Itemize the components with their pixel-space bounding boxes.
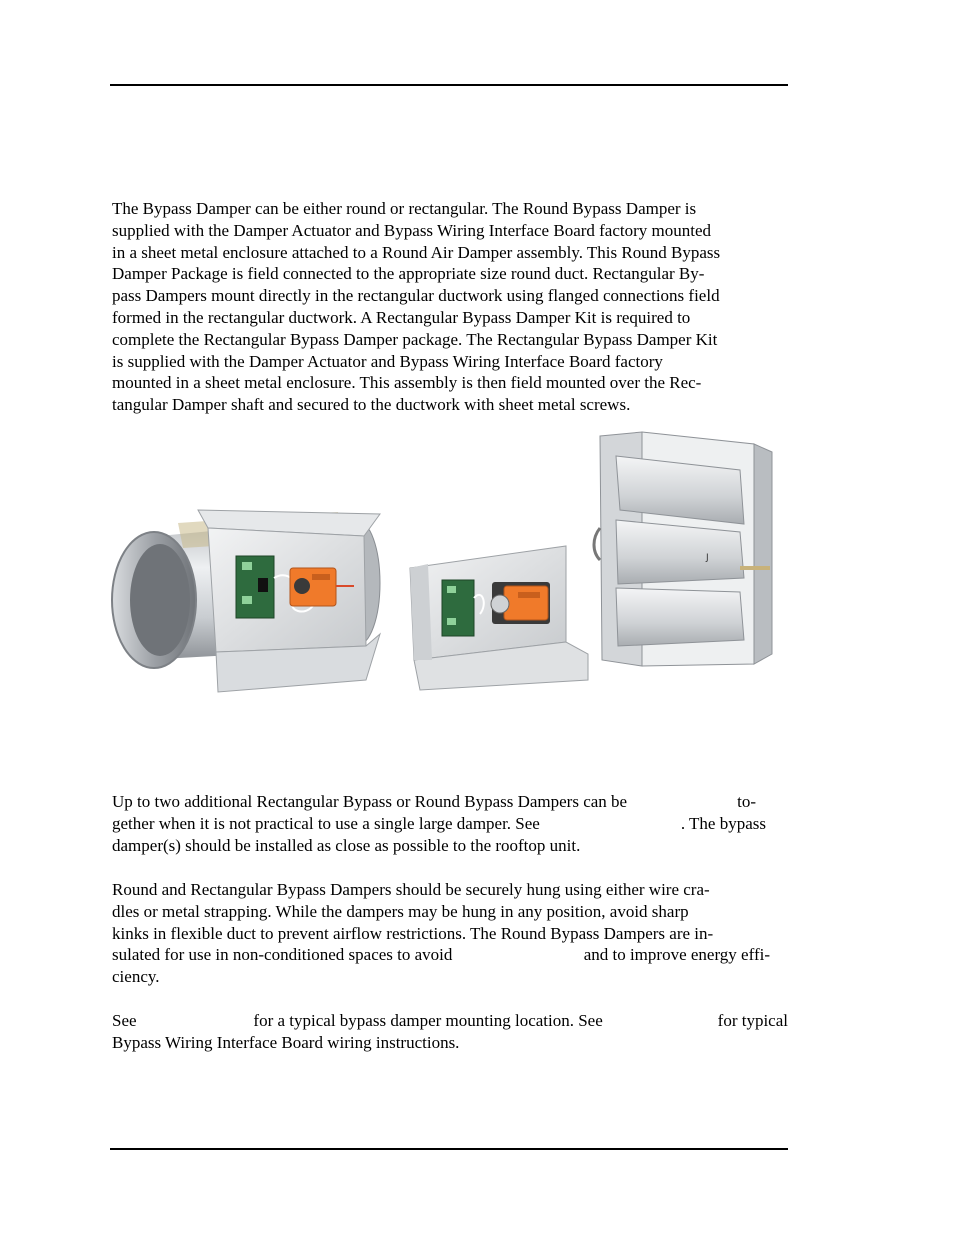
rectangular-damper-kit-illustration [410,546,588,690]
header-rule [110,84,788,86]
text-line [112,944,788,966]
text-line: kinks in flexible duct to prevent airflow restrictions. The Round Bypass Dampers are in- [112,923,714,943]
rectangular-bypass-damper-illustration [594,432,772,666]
text-segment: . The bypass [680,813,766,833]
text-line [112,791,788,813]
hanging-paragraph [112,879,788,988]
text-segment: Up to two additional Rectangular Bypass or Round Bypass Dampers can be [112,792,628,811]
text-line: supplied with the Damper Actuator and Bypass Wiring Interface Board factory mounted [112,220,712,240]
text-segment: See [112,1011,137,1030]
see-figures-paragraph [112,1010,788,1054]
text-line: complete the Rectangular Bypass Damper package. The Rectangular Bypass Damper Kit [112,329,718,349]
svg-text:J: J [706,553,709,563]
intro-paragraph [112,198,788,416]
text-segment: for a typical bypass damper mounting location. See [253,1011,603,1030]
text-segment: sulated for use in non-conditioned spaces to avoid [112,945,453,965]
round-bypass-damper-illustration [112,510,380,692]
text-line: dles or metal strapping. While the dampers may be hung in any position, avoid sharp [112,901,689,921]
text-line: damper(s) should be installed as close as possible to the rooftop unit. [112,835,581,855]
text-segment: and to improve energy effi- [583,945,770,965]
text-line: tangular Damper shaft and secured to the ductwork with sheet metal screws. [112,395,631,415]
text-line: Damper Package is field connected to the appropriate size round duct. Rectangular By- [112,264,705,284]
text-line: mounted in a sheet metal enclosure. This assembly is then field mounted over the Rec- [112,373,702,393]
text-line: formed in the rectangular ductwork. A Rectangular Bypass Damper Kit is required to [112,307,691,327]
text-line: in a sheet metal enclosure attached to a Round Air Damper assembly. This Round Bypass [112,242,721,262]
bypass-damper-photo [108,428,788,708]
text-segment: for typical [717,1011,788,1030]
footer-rule [110,1148,788,1150]
text-line [112,813,788,835]
text-line: ciency. [112,967,160,987]
text-segment: to- [737,792,756,811]
text-line: is supplied with the Damper Actuator and Bypass Wiring Interface Board factory [112,351,663,371]
text-line: The Bypass Damper can be either round or rectangular. The Round Bypass Damper is [112,199,697,218]
text-line: Round and Rectangular Bypass Dampers should be securely hung using either wire cra- [112,880,710,899]
text-line: pass Dampers mount directly in the rectangular ductwork using flanged connections field [112,286,720,306]
multiple-dampers-paragraph [112,791,788,856]
text-line: Bypass Wiring Interface Board wiring instructions. [112,1032,460,1052]
text-segment: gether when it is not practical to use a single large damper. See [112,813,540,833]
text-line [112,1010,788,1032]
